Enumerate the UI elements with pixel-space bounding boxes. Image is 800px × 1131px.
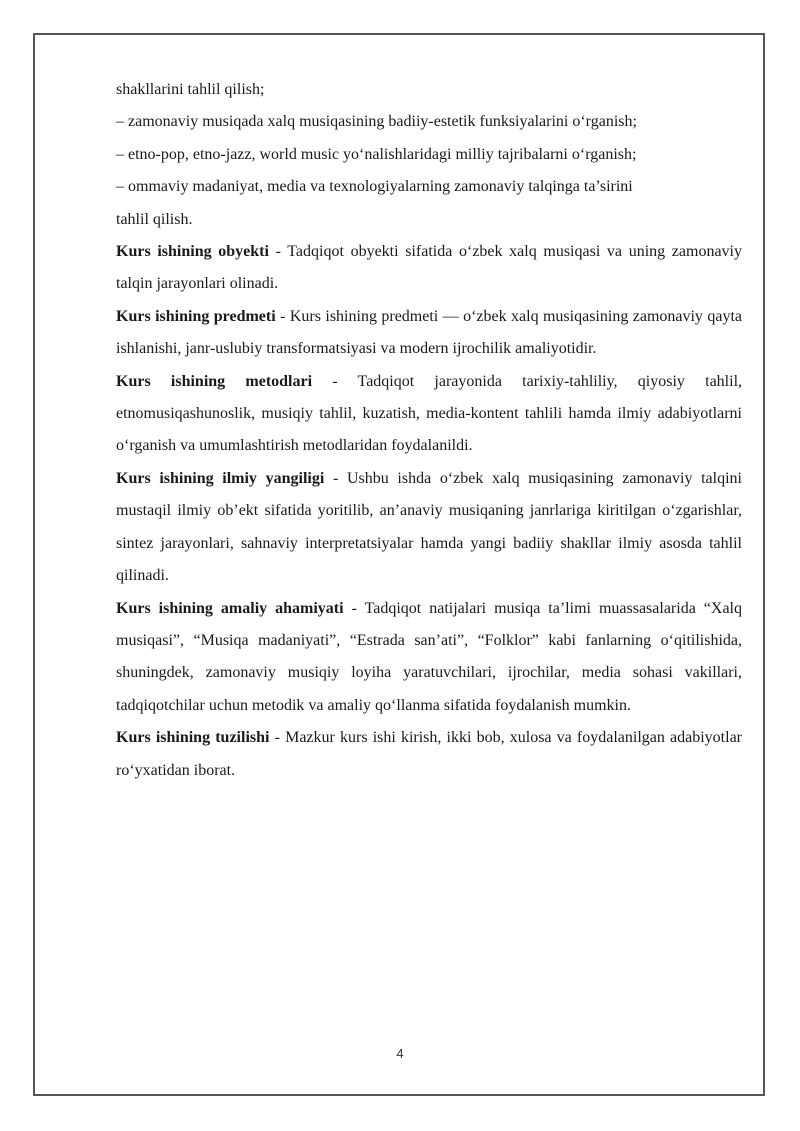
- section-heading: Kurs ishining ilmiy yangiligi: [116, 469, 325, 487]
- section-heading: Kurs ishining amaliy ahamiyati: [116, 599, 344, 617]
- section-object: [116, 236, 742, 301]
- section-text: - Kurs ishining predmeti — o‘zbek xalq musiqasining zamonaviy qayta ishlanishi, janr-uslubiy transformatsiyasi va modern ijrochilik amaliyotidir.: [116, 307, 743, 358]
- intro-line: shakllarini tahlil qilish;: [116, 81, 265, 98]
- section-heading: Kurs ishining predmeti: [116, 307, 276, 325]
- intro-line: – etno-pop, etno-jazz, world music yo‘nalishlaridagi milliy tajribalarni o‘rganish;: [116, 145, 637, 163]
- intro-line: – zamonaviy musiqada xalq musiqasining badiiy-estetik funksiyalarini o‘rganish;: [116, 113, 637, 131]
- section-heading: Kurs ishining metodlari: [116, 372, 313, 390]
- section-text: - Tadqiqot natijalari musiqa ta’limi muassasalarida “Xalq musiqasi”, “Musiqa madaniyati”, “Estrada san’ati”, “Folklor” kabi fanlarning o‘qitilishida, shuningdek, zamonaviy musiqiy loyiha yaratuvchilari, ijrochilar, media sohasi vakillari, tadqiqotchilar uchun metodik va amaliy qo‘llanma sifatida foydalanish mumkin.: [116, 599, 742, 714]
- intro-line: – ommaviy madaniyat, media va texnologiyalarning zamonaviy talqinga ta’sirini: [116, 178, 633, 196]
- section-text: - Mazkur kurs ishi kirish, ikki bob, xulosa va foydalanilgan adabiyotlar ro‘yxatidan iborat.: [116, 729, 743, 779]
- section-text: - Ushbu ishda o‘zbek xalq musiqasining zamonaviy talqini mustaqil ilmiy ob’ekt sifatida yoritilib, an’anaviy musiqaning janrlariga kiritilgan o‘zgarishlar, sintez jarayonlari, sahnaviy interpretatsiyalar hamda yangi badiiy shakllar ilmiy asosda tahlil qilinadi.: [116, 469, 742, 585]
- document-body: [116, 74, 742, 787]
- section-subject: [116, 301, 742, 366]
- section-text: - Tadqiqot jarayonida tarixiy-tahliliy, qiyosiy tahlil, etnomusiqashunoslik, musiqiy tahlil, kuzatish, media-kontent tahlili hamda ilmiy adabiyotlarni o‘rganish va umumlashtirish metodlaridan foydalanildi.: [116, 372, 743, 455]
- section-practical-significance: [116, 593, 742, 723]
- section-heading: Kurs ishining obyekti: [116, 243, 269, 261]
- intro-line: tahlil qilish.: [116, 210, 193, 228]
- section-novelty: [116, 463, 742, 593]
- page-number: 4: [396, 1046, 404, 1061]
- section-text: - Tadqiqot obyekti sifatida o‘zbek xalq musiqasi va uning zamonaviy talqin jarayonlari olinadi.: [116, 243, 742, 293]
- section-methods: [116, 366, 742, 463]
- section-structure: [116, 722, 742, 787]
- section-heading: Kurs ishining tuzilishi: [116, 729, 270, 747]
